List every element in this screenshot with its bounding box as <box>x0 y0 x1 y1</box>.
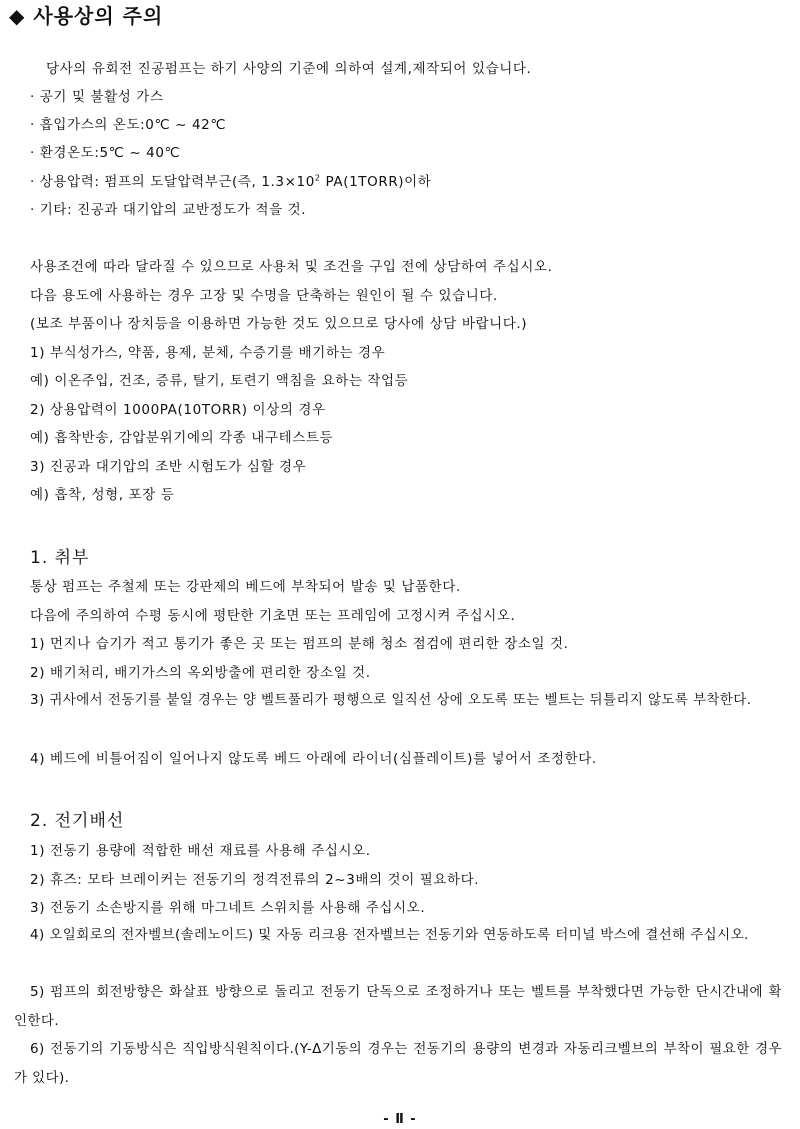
page-number: - Ⅱ - <box>383 1112 417 1127</box>
section1-heading: 1. 취부 <box>30 548 90 568</box>
spec-pressure-unit: PA(1TORR)이하 <box>320 174 432 190</box>
conditions-line: 2) 상용압력이 1000PA(10TORR) 이상의 경우 <box>30 402 326 418</box>
page-title <box>9 0 163 29</box>
conditions-line: 예) 흡착, 성형, 포장 등 <box>30 487 175 503</box>
spec-other: · 기타: 진공과 대기압의 교반정도가 적을 것. <box>30 202 307 218</box>
section1-line: 1) 먼지나 습기가 적고 통기가 좋은 곳 또는 펌프의 분해 청소 점검에 편리한 장소일 것. <box>30 636 569 652</box>
conditions-line: (보조 부품이나 장치등을 이용하면 가능한 것도 있으므로 당사에 상담 바랍니다.) <box>30 316 528 332</box>
spec-pressure-exponent: 2 <box>314 173 321 183</box>
section2-item5: 5) 펌프의 회전방향은 화살표 방향으로 돌리고 전동기 단독으로 조정하거나 또는 벨트를 부착했다면 가능한 단시간내에 확인한다. <box>14 984 782 1029</box>
section2-heading: 2. 전기배선 <box>30 811 125 831</box>
section1-item3: 3) 귀사에서 전동기를 붙일 경우는 양 벨트풀리가 평행으로 일직선 상에 오도록 또는 벨트는 뒤틀리지 않도록 부착한다. <box>30 692 752 708</box>
conditions-line: 예) 이온주입, 건조, 증류, 탈기, 토련기 액침을 요하는 작업등 <box>30 373 409 389</box>
spec-pressure <box>30 173 431 191</box>
spec-intake-temp: · 흡입가스의 온도:0℃ ~ 42℃ <box>30 117 227 133</box>
conditions-line: 사용조건에 따라 달라질 수 있으므로 사용처 및 조건을 구입 전에 상담하여 주십시오. <box>30 259 553 275</box>
spec-gas: · 공기 및 불활성 가스 <box>30 89 164 105</box>
section1-line: 다음에 주의하여 수평 동시에 평탄한 기초면 또는 프레임에 고정시켜 주십시오. <box>30 608 516 624</box>
section1-item4: 4) 베드에 비틀어짐이 일어나지 않도록 베드 아래에 라이너(심플레이트)를 넣어서 조정한다. <box>30 751 597 767</box>
section2-line: 2) 휴즈: 모타 브레이커는 전동기의 정격전류의 2~3배의 것이 필요하다. <box>30 872 480 888</box>
intro-text: 당사의 유회전 진공펌프는 하기 사양의 기준에 의하여 설계,제작되어 있습니다. <box>46 61 532 77</box>
diamond-bullet-icon: ◆ <box>9 4 26 28</box>
section1-line: 2) 배기처리, 배기가스의 옥외방출에 편리한 장소일 것. <box>30 665 371 681</box>
conditions-line: 예) 흡착반송, 감압분위기에의 각종 내구테스트등 <box>30 430 334 446</box>
section2-item4: 4) 오일회로의 전자벨브(솔레노이드) 및 자동 리크용 전자벨브는 전동기와 연동하도록 터미널 박스에 결선해 주십시오. <box>30 927 749 943</box>
conditions-line: 다음 용도에 사용하는 경우 고장 및 수명을 단축하는 원인이 될 수 있습니다. <box>30 288 498 304</box>
section1-line: 통상 펌프는 주철제 또는 강판제의 베드에 부착되어 발송 및 납품한다. <box>30 579 461 595</box>
conditions-line: 1) 부식성가스, 약품, 용제, 분체, 수증기를 배기하는 경우 <box>30 345 386 361</box>
page-title-text: 사용상의 주의 <box>33 4 164 28</box>
section2-line: 3) 전동기 소손방지를 위해 마그네트 스위치를 사용해 주십시오. <box>30 900 426 916</box>
spec-ambient-temp: · 환경온도:5℃ ~ 40℃ <box>30 145 181 161</box>
section2-line: 1) 전동기 용량에 적합한 배선 재료를 사용해 주십시오. <box>30 843 371 859</box>
conditions-line: 3) 진공과 대기압의 조반 시험도가 심할 경우 <box>30 459 307 475</box>
spec-pressure-text: · 상용압력: 펌프의 도달압력부근(즉, 1.3×10 <box>30 174 315 190</box>
section2-item6: 6) 전동기의 기동방식은 직입방식원칙이다.(Y-Δ기동의 경우는 전동기의 용량의 변경과 자동리크벨브의 부착이 필요한 경우가 있다). <box>14 1041 782 1086</box>
